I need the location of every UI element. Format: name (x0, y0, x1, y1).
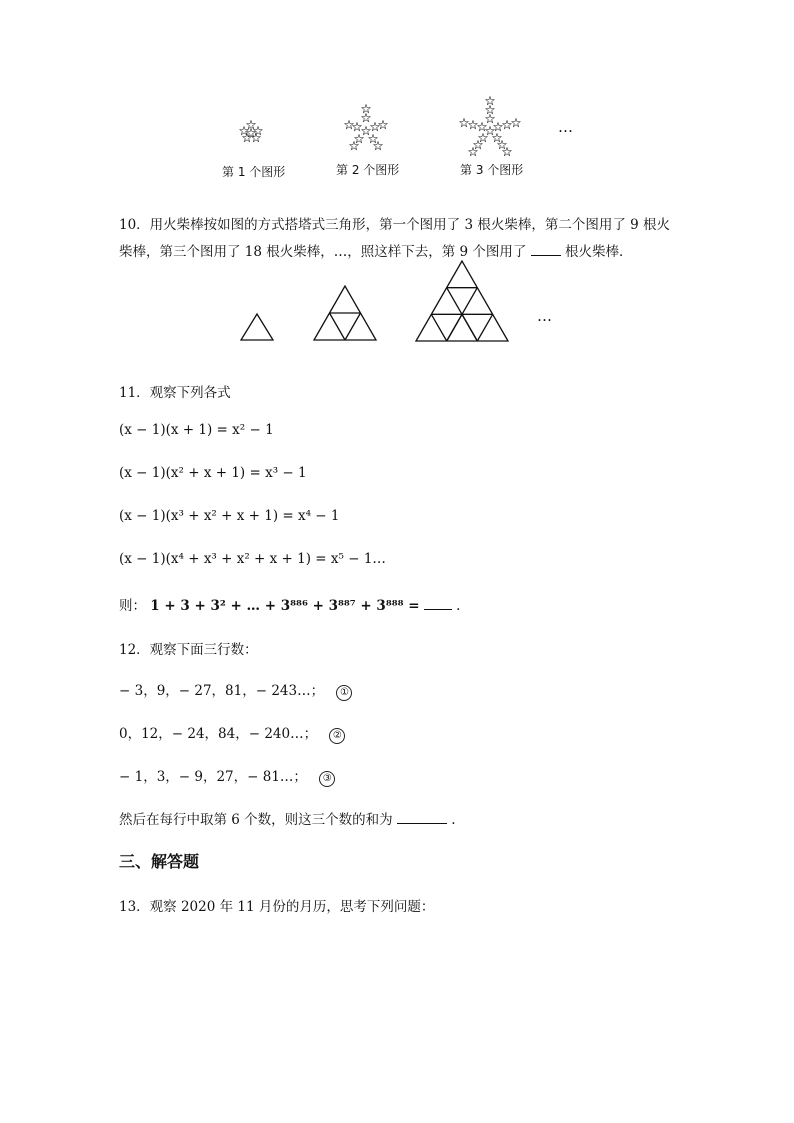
q11-equation-4: (x − 1)(x⁴ + x³ + x² + x + 1) = x⁵ − 1… (119, 551, 386, 567)
q11-equation-2: (x − 1)(x² + x + 1) = x³ − 1 (119, 465, 307, 481)
q11-equation-1: (x − 1)(x + 1) = x² − 1 (119, 422, 274, 438)
section-heading: 三、解答题 (119, 852, 200, 871)
star-figure-1 (240, 121, 263, 142)
q11-answer-blank[interactable] (424, 595, 452, 610)
star-figure-3 (460, 97, 521, 156)
caption-figure-3: 第 3 个图形 (460, 163, 524, 177)
triangle-figures (0, 250, 794, 350)
q12-row-1-marker: ① (336, 685, 352, 701)
q11-question-expression: 1 + 3 + 3² + … + 3⁸⁸⁶ + 3⁸⁸⁷ + 3⁸⁸⁸ = (150, 598, 420, 614)
star-ellipsis: … (558, 118, 573, 136)
q11-intro: 11．观察下列各式 (119, 385, 231, 401)
triangle-ellipsis: … (537, 307, 552, 325)
q13-text: 13．观察 2020 年 11 月份的月历，思考下列问题： (119, 899, 435, 915)
q11-question-suffix: . (456, 598, 461, 614)
q10-text-line2b: 根火柴棒． (565, 244, 633, 260)
q12-row-3-values: − 1，3，− 9，27，− 81…； (119, 769, 307, 785)
q11-equation-3: (x − 1)(x³ + x² + x + 1) = x⁴ − 1 (119, 508, 340, 524)
q12-row-2-marker: ② (329, 728, 345, 744)
q12-row-2 (119, 722, 345, 744)
q11-question-prefix: 则： (119, 598, 146, 614)
q12-question-suffix: . (451, 812, 456, 828)
q12-row-2-values: 0，12，− 24，84，− 240…； (119, 726, 318, 742)
q12-question (119, 808, 456, 828)
caption-figure-2: 第 2 个图形 (336, 163, 400, 177)
q12-row-3 (119, 765, 335, 787)
q10-text-line1: 10．用火柴棒按如图的方式搭塔式三角形，第一个图用了 3 根火柴棒，第二个图用了 9 根火 (119, 217, 671, 233)
caption-figure-1: 第 1 个图形 (222, 165, 286, 179)
q12-answer-blank[interactable] (397, 809, 447, 824)
q11-question (119, 594, 460, 614)
star-figure-2 (345, 105, 388, 150)
q12-question-text: 然后在每行中取第 6 个数，则这三个数的和为 (119, 812, 393, 828)
q12-row-1-values: − 3，9，− 27，81，− 243…； (119, 683, 325, 699)
q12-intro: 12．观察下面三行数： (119, 642, 258, 658)
q10-text-line2a: 柴棒，第三个图用了 18 根火柴棒，…，照这样下去，第 9 个图用了 (119, 244, 527, 260)
q12-row-3-marker: ③ (319, 771, 335, 787)
q12-row-1 (119, 679, 352, 701)
